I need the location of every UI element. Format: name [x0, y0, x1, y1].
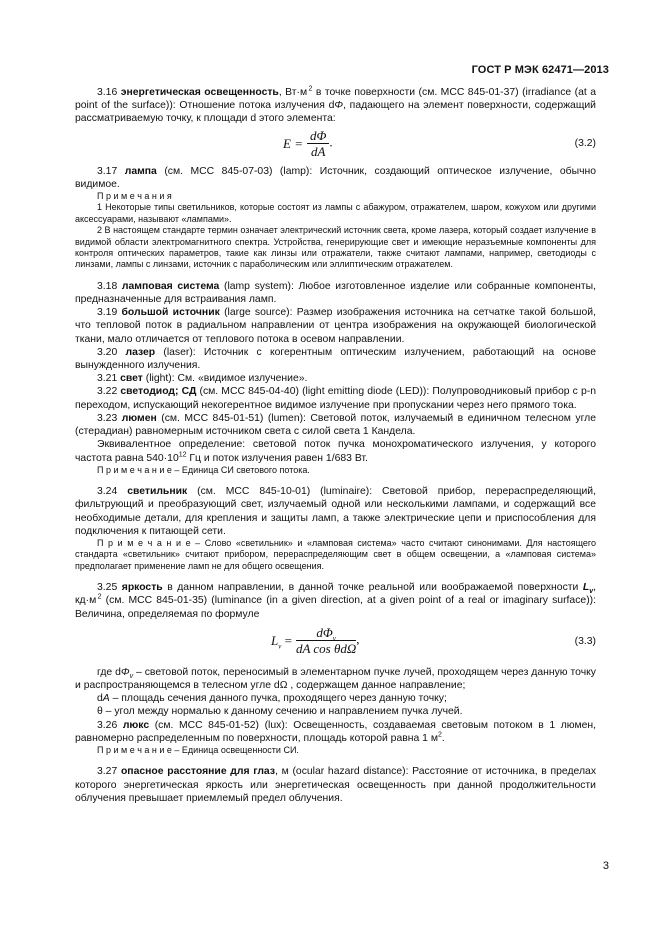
definition-text: в данном направлении, в данной точке реальной или воображаемой поверхности [162, 582, 583, 594]
clause-number: 3.20 [97, 346, 118, 358]
definition-3-23 [75, 412, 596, 438]
definition-text: (см. МСС 845-07-03) (lamp): Источник, создающий оптическое излучение, обычно видимое. [75, 165, 596, 190]
definition-3-24 [75, 485, 596, 538]
formula-3-3 [75, 623, 596, 663]
formula-3-2 [75, 128, 596, 162]
equivalent-definition [75, 438, 596, 464]
definition-3-16 [75, 86, 596, 126]
term: большой источник [121, 307, 220, 319]
definition-text: (large source): Размер изображения источника на сетчатке такой большой, что тепловой поток в радиальном направлении от центра изображения на окружающей биологической ткани, мало отличается от теплового потока в осевом направлении. [75, 307, 596, 345]
fraction-denominator: dA cos θdΩ [295, 640, 357, 656]
symbol: A [102, 693, 110, 705]
unit-exponent: 2 [97, 593, 102, 601]
definition-3-25 [75, 581, 596, 621]
where-text: – площадь сечения данного пучка, проходящего через данную точку; [109, 693, 447, 705]
clause-number: 3.17 [97, 165, 118, 177]
definition-text: (light): См. «видимое излучение». [142, 373, 308, 385]
formula-lhs [271, 632, 292, 651]
where-clause-1 [75, 666, 596, 692]
formula-subscript: v [278, 642, 282, 651]
clause-number: 3.25 [97, 582, 118, 594]
note-label: П р и м е ч а н и е [97, 464, 172, 475]
clause-number: 3.19 [97, 307, 118, 319]
term: люкс [122, 719, 150, 731]
formula-number: (3.2) [574, 137, 596, 149]
note-1: 1 Некоторые типы светильников, которые состоят из лампы с абажуром, отражателем, шаром, кожухом или другими аксессуарами, называют «лампами». [75, 202, 596, 224]
term: энергетическая освещенность [120, 87, 279, 98]
formula-fraction [296, 625, 356, 656]
fraction-denominator: dA [310, 143, 326, 159]
note-label: П р и м е ч а н и е [97, 537, 191, 548]
term: яркость [121, 582, 163, 594]
term: люмен [121, 412, 157, 424]
definition-3-18 [75, 280, 596, 306]
definition-text: (см. МСС 845-01-35) (luminance (in a given direction, at a given point of a real or imaginary surface)): Величина, определяемая по формуле [75, 595, 596, 620]
note-3-23 [75, 465, 596, 476]
definition-text: Эквивалентное определение: световой поток пучка монохроматического излучения, у которого частота равна 540·10 [75, 439, 596, 464]
where-text: – угол между нормалью к данному сечению и направлением пучка лучей. [102, 706, 463, 718]
symbol: Φ [120, 666, 130, 678]
where-text: где d [97, 666, 121, 678]
symbol-subscript: v [129, 672, 134, 680]
term: лампа [124, 165, 157, 177]
clause-number: 3.24 [97, 486, 118, 498]
page-number: 3 [602, 860, 609, 872]
exponent: 2 [437, 731, 442, 739]
definition-text: Гц и поток излучения равен 1/683 Вт. [186, 452, 368, 464]
note-text: – Единица СИ светового потока. [171, 464, 310, 475]
where-clause-2 [75, 692, 596, 705]
formula-punct: . [329, 134, 333, 150]
definition-text: . [441, 732, 445, 744]
clause-number: 3.16 [97, 87, 118, 98]
page-body [75, 86, 596, 805]
unit: , кд·м [75, 582, 596, 607]
formula-lhs: E = [283, 135, 303, 151]
numerator-subscript: v [332, 634, 336, 643]
fraction-numerator [296, 625, 356, 641]
definition-3-22 [75, 385, 596, 411]
term: опасное расстояние для глаз [120, 766, 276, 778]
definition-3-26 [75, 719, 596, 745]
clause-number: 3.21 [97, 373, 118, 385]
definition-text: (см. МСС 845-10-01) (luminaire): Световой прибор, перераспределяющий, фильтрующий и преобразующий свет, излучаемый одной или несколькими лампами, и содержащий все необходимые детали, для крепления и защиты ламп, а также электрические цепи и приспособления для подключения к питающей сети. [75, 486, 596, 537]
definition-text: , м (ocular hazard distance): Расстояние от источника, в пределах которого энергетическая яркость или энергетическая освещенность при данной продолжительности облучения превышает приемлемый предел облучения. [75, 766, 597, 804]
standard-header: ГОСТ Р МЭК 62471—2013 [471, 64, 609, 76]
definition-text: (см. МСС 845-01-52) (lux): Освещенность, создаваемая световым потоком в 1 люмен, равномерно распределенным по поверхности, площадь которой равна 1 м [75, 719, 597, 744]
equals-sign: = [281, 632, 292, 648]
formula-number: (3.3) [574, 635, 596, 647]
term: светодиод; СД [120, 386, 197, 398]
definition-3-27 [75, 765, 596, 805]
definition-text: (lamp system): Любое изготовленное изделие или собранные компоненты, предназначенные для встраивания ламп. [75, 280, 596, 306]
clause-number: 3.27 [97, 766, 118, 778]
definition-text: в точке поверхности (см. МСС 845-01-37) (irradiance (at a point of the surface)): Отношение потока излучения d [75, 87, 596, 112]
term: свет [120, 373, 143, 385]
definition-text: , падающего на элемент поверхности, содержащий рассматриваемую точку, к площади d этого элемента: [75, 100, 596, 125]
numerator-text: dΦ [316, 624, 333, 640]
symbol: Φ [334, 100, 344, 112]
term: светильник [127, 486, 188, 498]
symbol: L [582, 582, 590, 594]
formula-fraction [307, 128, 329, 159]
formula-symbol: L [271, 632, 279, 648]
where-text: θ [97, 706, 103, 718]
definition-3-21 [75, 372, 596, 385]
clause-number: 3.18 [97, 280, 118, 292]
note-3-26 [75, 745, 596, 756]
definition-3-19 [75, 306, 596, 346]
term: лазер [125, 346, 156, 358]
definition-text: (см. МСС 845-01-51) (lumen): Световой поток, излучаемый в единичном телесном угле (стерадиан) равномерным источником света с силой света 1 Кандела. [75, 412, 596, 438]
note-2: 2 В настоящем стандарте термин означает электрический источник света, кроме лазера, который создает излучение в видимой области электромагнитного спектра. Устройства, генерирующие свет и имеющие неразъемные компоненты для контроля оптических параметров, такие как линзы или отражатели, также считают лампами, например, светодиоды с линзами, лампы с линзами, источник с параболическим или эллиптическим отражателем. [75, 225, 596, 270]
formula-punct: , [356, 631, 360, 647]
symbol-subscript: v [589, 588, 594, 596]
clause-number: 3.26 [97, 719, 118, 731]
fraction-numerator: dΦ [307, 128, 329, 144]
note-text: – Единица освещенности СИ. [171, 744, 299, 755]
term: ламповая система [121, 280, 220, 292]
definition-3-20 [75, 346, 596, 372]
where-text: d [97, 693, 103, 705]
notes-heading: П р и м е ч а н и я [97, 191, 172, 202]
note-label: П р и м е ч а н и е [97, 744, 172, 755]
clause-number: 3.22 [97, 386, 118, 398]
exponent: 12 [178, 451, 187, 459]
definition-text: (laser): Источник с когерентным оптическим излучением, работающий на основе вынужденного излучения. [75, 346, 596, 372]
definition-3-17 [75, 165, 596, 191]
clause-number: 3.23 [97, 412, 118, 424]
definition-text: (см. МСС 845-04-40) (light emitting diode (LED)): Полупроводниковый прибор с p-n переходом, испускающий некогерентное видимое излучение при пропускании через него прямого тока. [75, 386, 596, 411]
note-3-24 [75, 538, 596, 572]
note-text: – Слово «светильник» и «ламповая система» часто считают синонимами. Для настоящего стандарта «светильник» считают прибором, перераспределяющим свет в общем освещении, а «ламповая система» предполагает применение ламп не для общего освещения. [75, 537, 596, 571]
where-text: – световой поток, переносимый в элементарном пучке лучей, проходящем через данную точку и распространяющемся в телесном угле dΩ , содержащем данное направление; [75, 666, 596, 691]
where-clause-3 [75, 705, 596, 718]
unit: , Вт·м [278, 87, 308, 98]
unit-exponent: 2 [308, 85, 313, 93]
